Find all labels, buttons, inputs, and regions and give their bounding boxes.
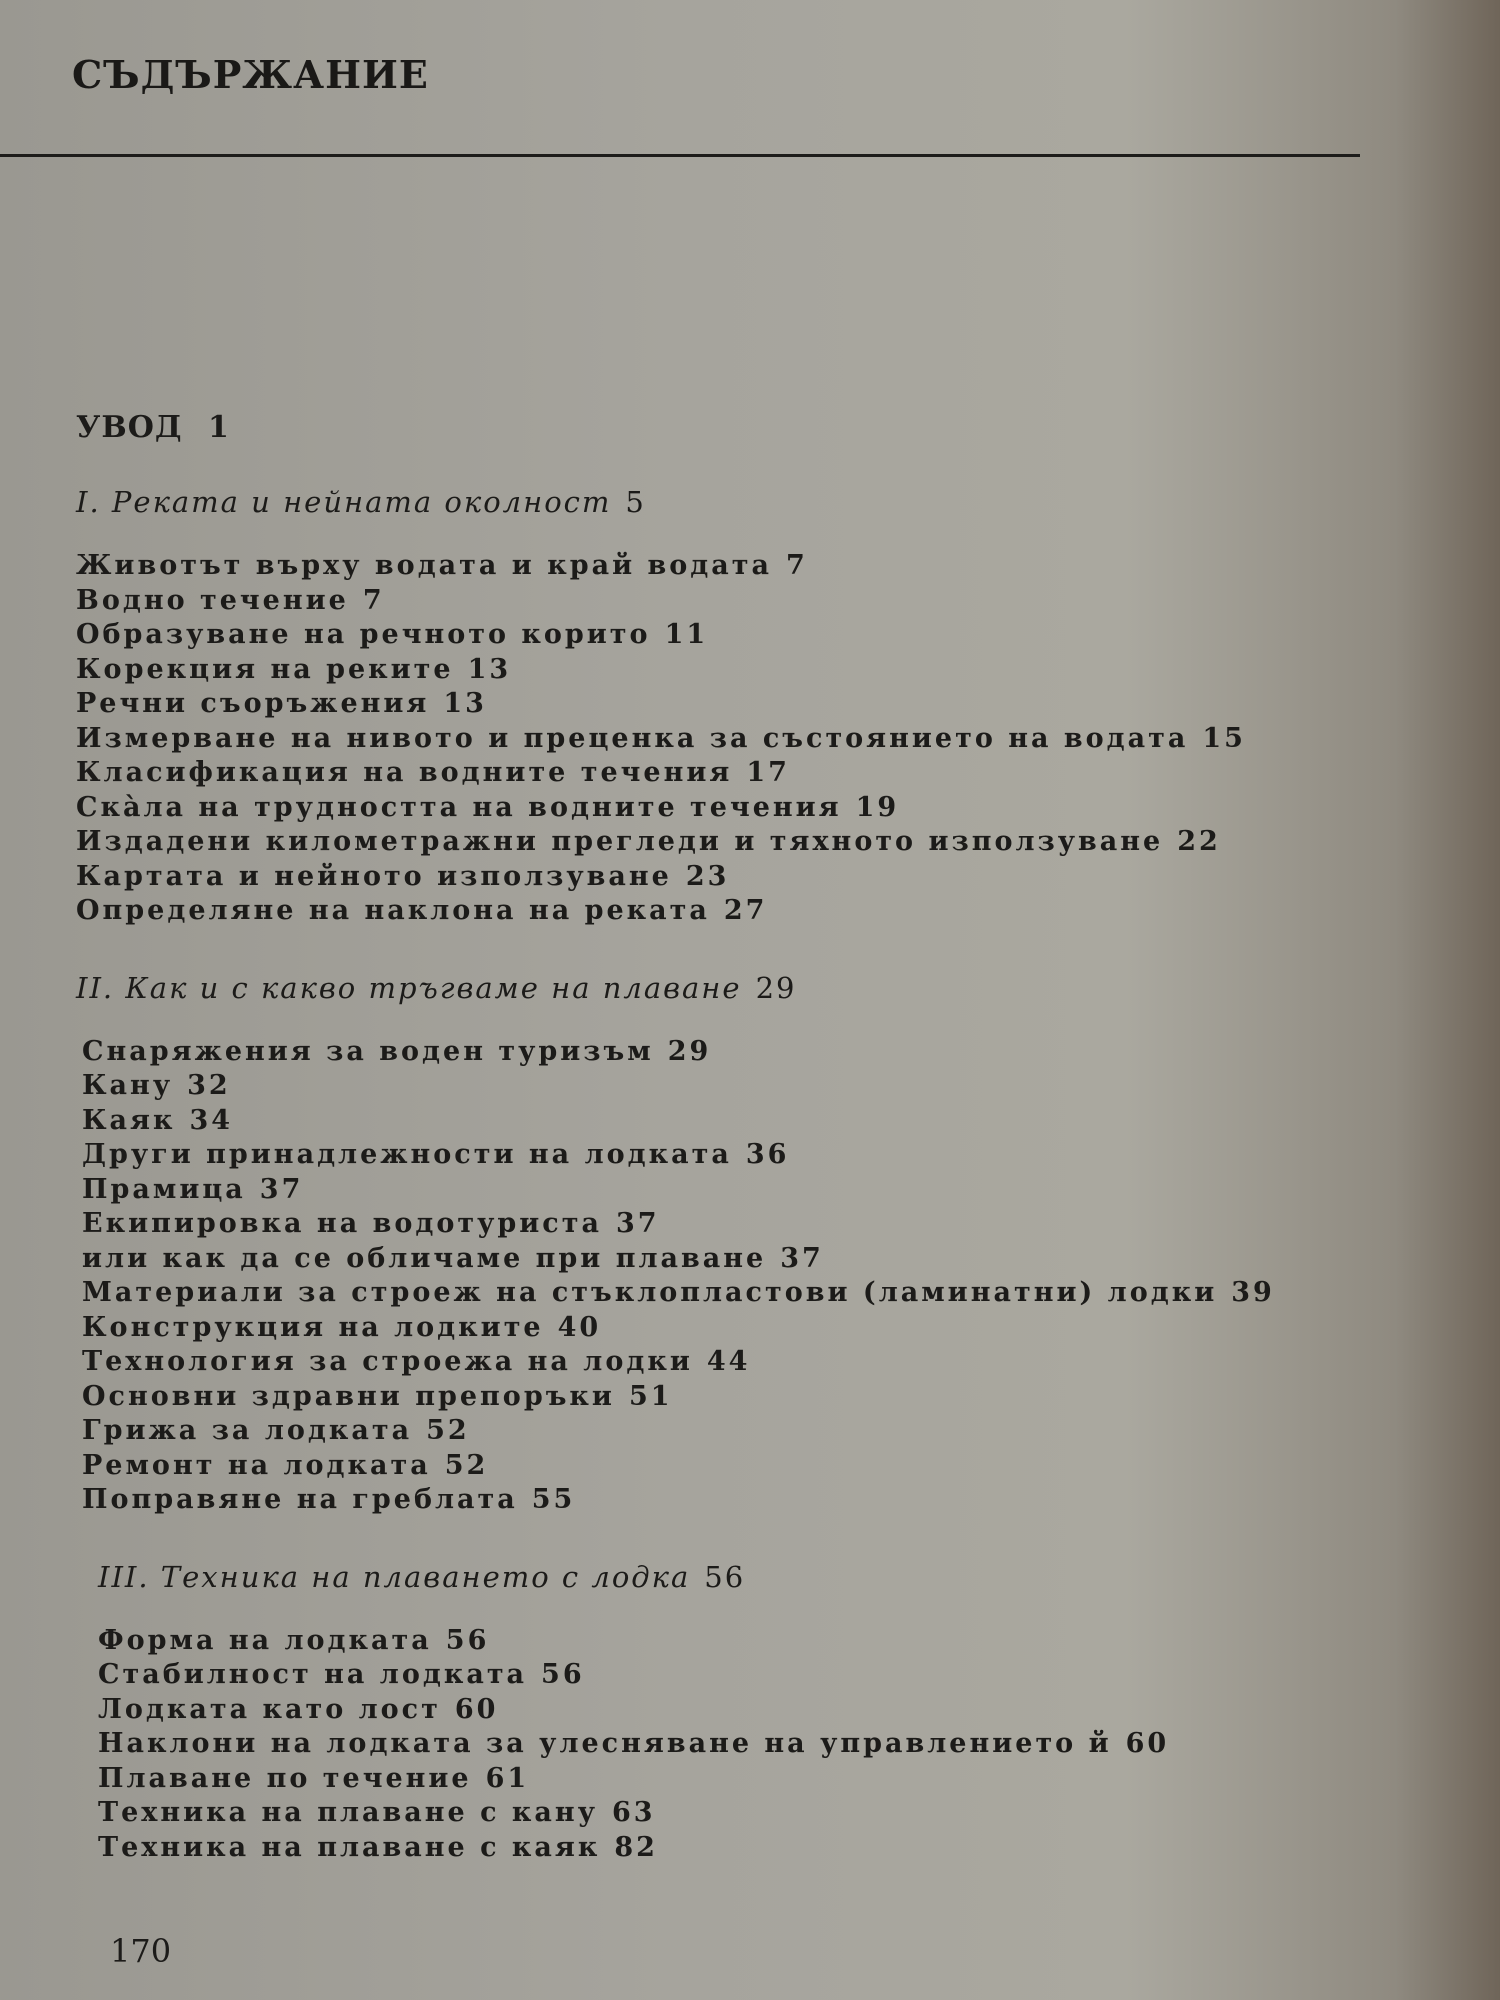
title-divider [0, 154, 1360, 157]
entry-label: Грижа за лодката [82, 1415, 413, 1446]
entry-label: Животът върху водата и край водата [76, 550, 773, 581]
entry-page: 13 [443, 688, 487, 719]
entry-page: 63 [611, 1797, 656, 1828]
toc-entry [76, 756, 1316, 791]
toc-entry [76, 894, 1316, 929]
entry-label: Други принадлежности на лодката [82, 1139, 732, 1170]
entry-page: 82 [614, 1831, 658, 1863]
entry-label: Наклони на лодката за улесняване на управлението й [98, 1728, 1112, 1759]
toc-entry [76, 791, 1316, 826]
entry-label: Технология за строежа на лодки [82, 1346, 693, 1377]
toc-entry [82, 1449, 1316, 1484]
entry-page: 60 [454, 1693, 499, 1725]
toc-entry [76, 584, 1316, 619]
toc-entry [98, 1727, 1316, 1762]
toc-entry [98, 1693, 1316, 1728]
entry-page: 29 [667, 1035, 712, 1067]
entry-page: 37 [780, 1242, 824, 1274]
toc-entry [76, 860, 1316, 895]
entry-page: 39 [1231, 1277, 1275, 1308]
entry-label: Конструкция на лодките [82, 1311, 544, 1343]
toc-entry [98, 1831, 1316, 1866]
chapter-1 [76, 485, 1316, 929]
entry-page: 22 [1177, 826, 1221, 857]
entry-label: Речни съоръжения [76, 688, 430, 719]
entry-page: 36 [745, 1139, 790, 1170]
toc-entry [76, 687, 1316, 722]
chapter-2 [76, 971, 1316, 1518]
entry-page: 17 [746, 757, 790, 788]
chapter-page: 56 [704, 1559, 746, 1594]
entry-page: 40 [557, 1311, 602, 1343]
entry-page: 52 [444, 1449, 489, 1481]
table-of-contents [76, 410, 1316, 1907]
entry-label: Поправяне на греблата [82, 1484, 518, 1515]
chapter-heading [76, 971, 1316, 1005]
toc-entry [82, 1104, 1316, 1139]
entry-page: 7 [362, 584, 385, 616]
intro-entry [76, 410, 1316, 445]
entry-page: 56 [445, 1624, 490, 1656]
toc-entry [76, 618, 1316, 653]
entry-label: Форма на лодката [98, 1624, 432, 1656]
chapter-3 [76, 1560, 1316, 1866]
intro-page: 1 [207, 410, 230, 445]
entry-label: Екипировка на водотуриста [82, 1208, 602, 1239]
entry-page: 27 [723, 895, 768, 926]
entry-page: 7 [786, 550, 808, 581]
chapter-heading [98, 1560, 1316, 1594]
entry-label: Каяк [82, 1104, 176, 1136]
entry-page: 11 [664, 619, 709, 650]
entry-label: Кану [82, 1070, 174, 1101]
chapter-title: III. Техника на плаването с лодка [98, 1559, 691, 1594]
entry-label: Плаване по течение [98, 1762, 472, 1794]
toc-entry [82, 1380, 1316, 1415]
entry-page: 23 [685, 860, 730, 892]
toc-entry [82, 1483, 1316, 1518]
toc-entry [82, 1276, 1316, 1311]
entry-page: 52 [426, 1415, 470, 1446]
entry-label: Лодката като лост [98, 1693, 441, 1725]
toc-entry [76, 653, 1316, 688]
entry-page: 61 [485, 1762, 530, 1794]
chapter-page: 5 [625, 485, 646, 519]
toc-entry [76, 825, 1316, 860]
entry-page: 60 [1125, 1728, 1170, 1759]
entry-label: Класификация на водните течения [76, 757, 733, 788]
toc-entry [76, 549, 1316, 584]
toc-entry [98, 1624, 1316, 1659]
entry-list [76, 1035, 1316, 1518]
entry-label: или как да се обличаме при плаване [82, 1242, 767, 1274]
entry-list [76, 549, 1316, 929]
entry-label: Образуване на речното корито [76, 619, 651, 650]
entry-label: Снаряжения за воден туризъм [82, 1035, 654, 1067]
toc-entry [76, 722, 1316, 757]
entry-page: 13 [467, 653, 512, 685]
chapter-page: 29 [755, 970, 797, 1005]
chapter-heading [76, 485, 1316, 519]
intro-label: УВОД [76, 410, 183, 445]
entry-page: 56 [541, 1659, 585, 1690]
entry-label: Скàла на трудността на водните течения [76, 791, 842, 823]
entry-page: 37 [615, 1208, 660, 1239]
entry-label: Измерване на нивото и преценка за състоянието на водата [76, 722, 1189, 754]
entry-page: 15 [1202, 722, 1246, 754]
toc-entry [98, 1762, 1316, 1797]
entry-label: Техника на плаване с кану [98, 1797, 598, 1828]
entry-label: Прамица [82, 1173, 246, 1205]
entry-label: Основни здравни препоръки [82, 1380, 615, 1412]
entry-label: Картата и нейното използуване [76, 860, 672, 892]
page-number: 170 [110, 1932, 172, 1970]
entry-page: 19 [855, 791, 900, 823]
entry-label: Техника на плаване с каяк [98, 1831, 601, 1863]
entry-page: 32 [187, 1070, 231, 1101]
toc-entry [82, 1311, 1316, 1346]
entry-page: 44 [706, 1346, 751, 1377]
entry-page: 34 [189, 1104, 234, 1136]
toc-entry [82, 1207, 1316, 1242]
entry-page: 37 [259, 1173, 304, 1205]
chapter-title: I. Реката и нейната околност [76, 485, 612, 519]
entry-label: Определяне на наклона на реката [76, 895, 710, 926]
toc-entry [82, 1345, 1316, 1380]
toc-entry [82, 1414, 1316, 1449]
entry-page: 51 [628, 1380, 673, 1412]
entry-label: Ремонт на лодката [82, 1449, 431, 1481]
toc-entry [82, 1035, 1316, 1070]
toc-entry [98, 1796, 1316, 1831]
chapter-title: II. Как и с какво тръгваме на плаване [76, 970, 742, 1005]
entry-label: Стабилност на лодката [98, 1659, 528, 1690]
toc-entry [82, 1173, 1316, 1208]
entry-label: Водно течение [76, 584, 349, 616]
entry-label: Издадени километражни прегледи и тяхното използуване [76, 826, 1164, 857]
page-title: СЪДЪРЖАНИЕ [72, 52, 429, 97]
entry-list [98, 1624, 1316, 1866]
entry-label: Корекция на реките [76, 653, 454, 685]
toc-entry [82, 1242, 1316, 1277]
toc-entry [82, 1069, 1316, 1104]
entry-page: 55 [531, 1484, 576, 1515]
toc-entry [98, 1658, 1316, 1693]
entry-label: Материали за строеж на стъклопластови (ламинатни) лодки [82, 1277, 1218, 1308]
toc-entry [82, 1138, 1316, 1173]
